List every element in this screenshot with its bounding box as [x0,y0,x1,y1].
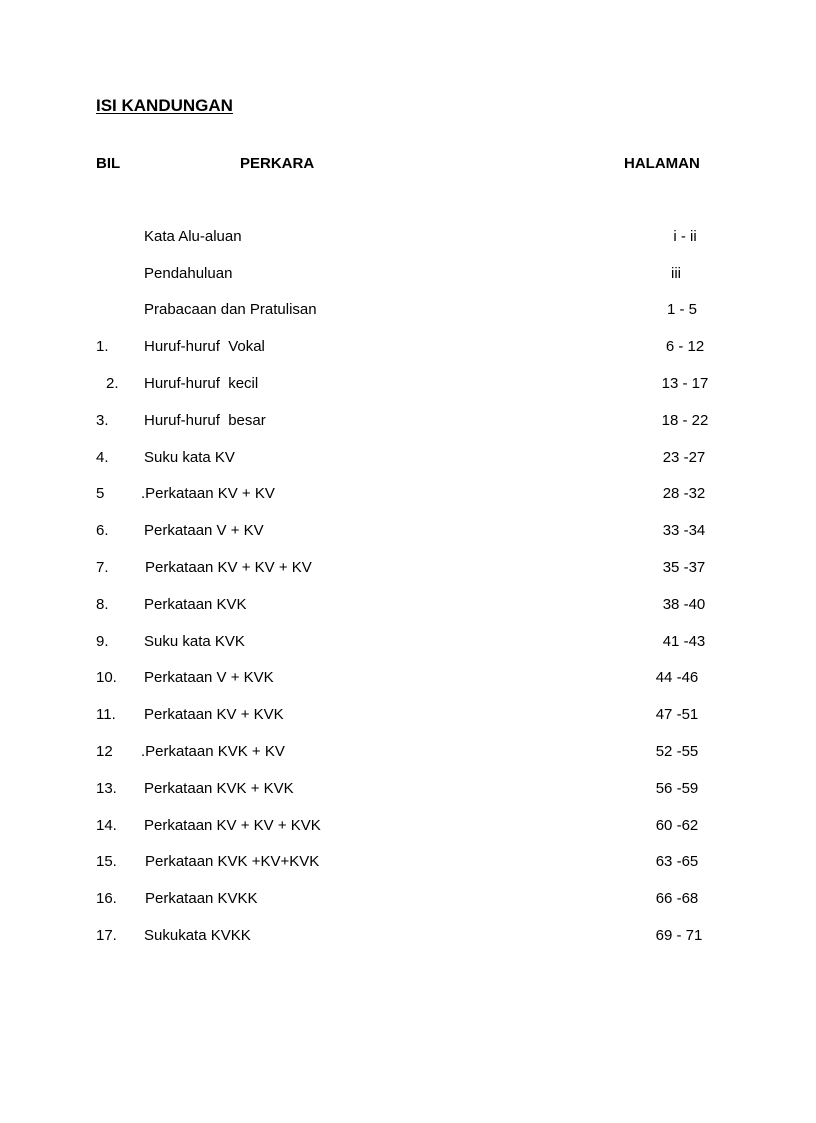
toc-item: Perkataan KVK + KVK [144,780,294,797]
toc-page: 35 -37 [662,559,706,576]
toc-page: 47 -51 [655,706,699,723]
toc-page: 56 -59 [655,780,699,797]
toc-item: Huruf-huruf kecil [144,375,259,392]
toc-row [0,227,816,247]
toc-number: 4. [96,449,109,466]
toc-row [0,816,816,836]
toc-row [0,448,816,468]
toc-row [0,779,816,799]
toc-number: 13. [96,780,117,797]
toc-item: Perkataan KVK [144,596,247,613]
toc-item: Perkataan V + KVK [144,669,274,686]
toc-row [0,374,816,394]
toc-number: 17. [96,927,117,944]
toc-page: 1 - 5 [666,301,697,318]
toc-row [0,705,816,725]
toc-row [0,668,816,688]
toc-row [0,926,816,946]
toc-page: 41 -43 [662,633,706,650]
toc-item: Perkataan KV + KV + KVK [144,817,321,834]
toc-item: Huruf-huruf Vokal [144,338,265,355]
toc-item: Perkataan V + KV [144,522,264,539]
toc-number: 6. [96,522,109,539]
toc-row [0,595,816,615]
toc-page: 18 - 22 [661,412,709,429]
toc-number: 2. [106,375,119,392]
toc-row [0,337,816,357]
toc-number: 5 [96,485,105,502]
toc-number: 14. [96,817,117,834]
toc-number: 3. [96,412,109,429]
toc-page: 69 - 71 [655,927,703,944]
toc-item: .Perkataan KVK + KV [141,743,285,760]
toc-page: iii [671,265,681,282]
toc-row [0,889,816,909]
toc-item: Perkataan KVK +KV+KVK [145,853,320,870]
toc-row [0,264,816,284]
toc-row [0,521,816,541]
toc-page: 44 -46 [655,669,699,686]
column-header-bil: BIL [96,155,121,172]
toc-item: Perkataan KVKK [145,890,258,907]
toc-page: 60 -62 [655,817,699,834]
toc-item: Perkataan KV + KVK [144,706,284,723]
toc-row [0,742,816,762]
toc-row [0,558,816,578]
toc-item: Suku kata KV [144,449,235,466]
toc-number: 16. [96,890,117,907]
toc-row [0,411,816,431]
toc-number: 11. [96,706,116,723]
page-title: ISI KANDUNGAN [96,96,233,115]
toc-page: 6 - 12 [665,338,705,355]
column-header-halaman: HALAMAN [624,155,700,172]
toc-page: 38 -40 [662,596,706,613]
column-header-perkara: PERKARA [240,155,315,172]
toc-row [0,852,816,872]
toc-page: 33 -34 [662,522,706,539]
toc-item: Sukukata KVKK [144,927,251,944]
toc-number: 9. [96,633,109,650]
toc-row [0,484,816,504]
toc-page: 13 - 17 [661,375,709,392]
toc-number: 7. [96,559,109,576]
toc-item: Kata Alu-aluan [144,228,242,245]
toc-row [0,632,816,652]
toc-item: Huruf-huruf besar [144,412,266,429]
toc-page: 23 -27 [662,449,706,466]
toc-page: 63 -65 [655,853,699,870]
toc-item: Prabacaan dan Pratulisan [144,301,317,318]
toc-row [0,300,816,320]
toc-item: Pendahuluan [144,265,233,282]
toc-number: 15. [96,853,117,870]
toc-item: Perkataan KV + KV + KV [145,559,312,576]
toc-page: 28 -32 [662,485,706,502]
toc-item: .Perkataan KV + KV [141,485,275,502]
toc-number: 1. [96,338,109,355]
toc-number: 8. [96,596,109,613]
toc-number: 10. [96,669,117,686]
toc-page: 52 -55 [655,743,699,760]
toc-page: 66 -68 [655,890,699,907]
toc-page: i - ii [673,228,697,245]
toc-item: Suku kata KVK [144,633,245,650]
toc-number: 12 [96,743,113,760]
